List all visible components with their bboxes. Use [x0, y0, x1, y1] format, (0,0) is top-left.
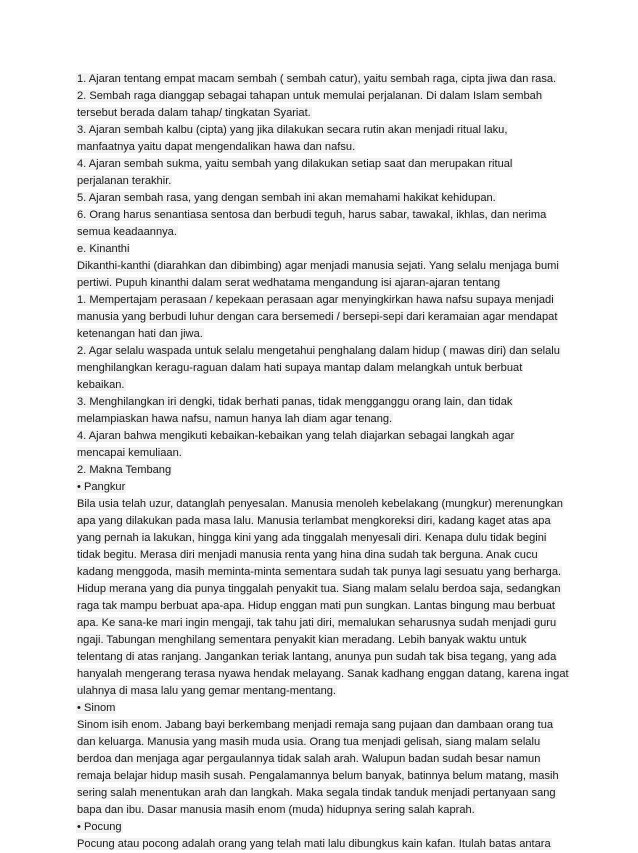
text-line-content: 3. Ajaran sembah kalbu (cipta) yang jika dilakukan secara rutin akan menjadi ritual laku,	[77, 124, 508, 136]
text-line	[76, 734, 570, 751]
text-line	[76, 190, 570, 207]
text-line	[76, 462, 570, 479]
text-line	[76, 258, 570, 275]
text-line	[76, 802, 570, 819]
text-line	[76, 581, 570, 598]
text-line	[76, 445, 570, 462]
text-line-content: 1. Ajaran tentang empat macam sembah ( sembah catur), yaitu sembah raga, cipta jiwa dan rasa.	[77, 73, 557, 85]
text-line-content: Sinom isih enom. Jabang bayi berkembang menjadi remaja sang pujaan dan dambaan orang tua	[77, 719, 554, 731]
text-line-content: mencapai kemuliaan.	[77, 447, 182, 459]
text-line-content: kebaikan.	[77, 379, 125, 391]
text-line	[76, 598, 570, 615]
text-line	[76, 224, 570, 241]
text-line	[76, 751, 570, 768]
text-line	[76, 496, 570, 513]
text-line-content: kadang menggoda, masih meminta-minta sementara sudah tak punya lagi sesuatu yang berharga.	[77, 566, 562, 578]
text-line	[76, 309, 570, 326]
text-line	[76, 241, 570, 258]
text-line	[76, 275, 570, 292]
text-line	[76, 819, 570, 836]
text-line	[76, 700, 570, 717]
text-line-content: Dikanthi-kanthi (diarahkan dan dibimbing) agar menjadi manusia sejati. Yang selalu menjaga bumi	[77, 260, 559, 272]
text-line	[76, 479, 570, 496]
document-body	[76, 71, 570, 853]
text-line	[76, 785, 570, 802]
text-line-content: • Pocung	[77, 821, 122, 833]
text-line-content: Hidup merana yang dia punya tinggalah penyakit tua. Siang malam selalu berdoa saja, sedangkan	[77, 583, 561, 595]
text-line-content: 2. Makna Tembang	[77, 464, 172, 476]
text-line-content: semua keadaannya.	[77, 226, 177, 238]
text-line	[76, 768, 570, 785]
text-line-content: apa. Ke sana-ke mari ingin mengaji, tak tahu jati diri, memalukan seharusnya sudah menjadi guru	[77, 617, 557, 629]
text-line-content: 4. Ajaran bahwa mengikuti kebaikan-kebaikan yang telah diajarkan sebagai langkah agar	[77, 430, 515, 442]
text-line	[76, 105, 570, 122]
text-line-content: hanyalah mengerang terasa nyawa hendak melayang. Sanak kadhang enggan datang, karena ingat	[77, 668, 569, 680]
text-line-content: 2. Agar selalu waspada untuk selalu mengetahui penghalang dalam hidup ( mawas diri) dan selalu	[77, 345, 560, 357]
text-line-content: tersebut berada dalam tahap/ tingkatan Syariat.	[77, 107, 311, 119]
text-line-content: 3. Menghilangkan iri dengki, tidak berhati panas, tidak mengganggu orang lain, dan tidak	[77, 396, 513, 408]
text-line-content: ketenangan hati dan jiwa.	[77, 328, 203, 340]
text-line	[76, 326, 570, 343]
text-line-content: menghilangkan keragu-raguan dalam hati supaya mantap dalam melangkah untuk berbuat	[77, 362, 523, 374]
text-line	[76, 547, 570, 564]
text-line	[76, 649, 570, 666]
text-line-content: remaja belajar hidup masih susah. Pengalamannya belum banyak, batinnya belum matang, masih	[77, 770, 559, 782]
text-line-content: apa yang dilakukan pada masa lalu. Manusia terlambat mengkoreksi diri, kadang kaget atas apa	[77, 515, 551, 527]
text-line	[76, 836, 570, 853]
text-line	[76, 683, 570, 700]
text-line-content: manfaatnya yaitu dapat mengendalikan hawa dan nafsu.	[77, 141, 356, 153]
text-line	[76, 530, 570, 547]
text-line	[76, 343, 570, 360]
text-line	[76, 428, 570, 445]
text-line-content: ulahnya di masa lalu yang gemar mentang-mentang.	[77, 685, 337, 697]
text-line-content: tidak begitu. Merasa diri menjadi manusia renta yang hina dina sudah tak berguna. Anak cucu	[77, 549, 538, 561]
text-line	[76, 156, 570, 173]
text-line	[76, 71, 570, 88]
text-line-content: telentang di atas ranjang. Jangankan teriak lantang, anunya pun sudah tak bisa tegang, yang ada	[77, 651, 557, 663]
text-line	[76, 377, 570, 394]
text-line-content: 2. Sembah raga dianggap sebagai tahapan untuk memulai perjalanan. Di dalam Islam sembah	[77, 90, 542, 102]
text-line-content: yang pernah ia lakukan, hingga kini yang ada tinggalah menyesali diri. Kenapa dulu tidak begini	[77, 532, 547, 544]
text-line-content: perjalanan terakhir.	[77, 175, 172, 187]
text-line	[76, 717, 570, 734]
text-line	[76, 615, 570, 632]
text-line	[76, 666, 570, 683]
text-line-content: 5. Ajaran sembah rasa, yang dengan sembah ini akan memahami hakikat kehidupan.	[77, 192, 496, 204]
text-line-content: 6. Orang harus senantiasa sentosa dan berbudi teguh, harus sabar, tawakal, ikhlas, dan nerima	[77, 209, 547, 221]
text-line	[76, 173, 570, 190]
text-line-content: dan keluarga. Manusia yang masih muda usia. Orang tua menjadi gelisah, siang malam selalu	[77, 736, 541, 748]
text-line	[76, 564, 570, 581]
text-line-content: 1. Mempertajam perasaan / kepekaan perasaan agar menyingkirkan hawa nafsu supaya menjadi	[77, 294, 554, 306]
text-line-content: 4. Ajaran sembah sukma, yaitu sembah yang dilakukan setiap saat dan merupakan ritual	[77, 158, 513, 170]
text-line	[76, 139, 570, 156]
text-line-content: ngaji. Tabungan menghilang sementara penyakit kian meradang. Lebih banyak waktu untuk	[77, 634, 527, 646]
text-line-content: Pocung atau pocong adalah orang yang telah mati lalu dibungkus kain kafan. Itulah batas antara	[77, 838, 551, 850]
text-line-content: berdoa dan menjaga agar pergaulannya tidak salah arah. Walupun badan sudah besar namun	[77, 753, 541, 765]
text-line-content: manusia yang berbudi luhur dengan cara bersemedi / bersepi-sepi dari keramaian agar mendapat	[77, 311, 558, 323]
text-line-content: melampiaskan hawa nafsu, namun hanya lah diam agar tenang.	[77, 413, 393, 425]
text-line	[76, 513, 570, 530]
text-line-content: sering salah menentukan arah dan langkah. Maka segala tindak tanduk menjadi pertanyaan sang	[77, 787, 556, 799]
text-line	[76, 360, 570, 377]
text-line	[76, 632, 570, 649]
text-line-content: pertiwi. Pupuh kinanthi dalam serat wedhatama mengandung isi ajaran-ajaran tentang	[77, 277, 501, 289]
text-line	[76, 207, 570, 224]
text-line	[76, 394, 570, 411]
text-line-content: e. Kinanthi	[77, 243, 130, 255]
text-line	[76, 411, 570, 428]
text-line-content: bapa dan ibu. Dasar manusia masih enom (muda) hidupnya sering salah kaprah.	[77, 804, 475, 816]
text-line	[76, 292, 570, 309]
text-line-content: Bila usia telah uzur, datanglah penyesalan. Manusia menoleh kebelakang (mungkur) merenungkan	[77, 498, 563, 510]
text-line-content: raga tak mampu berbuat apa-apa. Hidup enggan mati pun sungkan. Lantas bingung mau berbuat	[77, 600, 555, 612]
text-line	[76, 122, 570, 139]
text-line-content: • Sinom	[77, 702, 116, 714]
text-line	[76, 88, 570, 105]
text-line-content: • Pangkur	[77, 481, 126, 493]
